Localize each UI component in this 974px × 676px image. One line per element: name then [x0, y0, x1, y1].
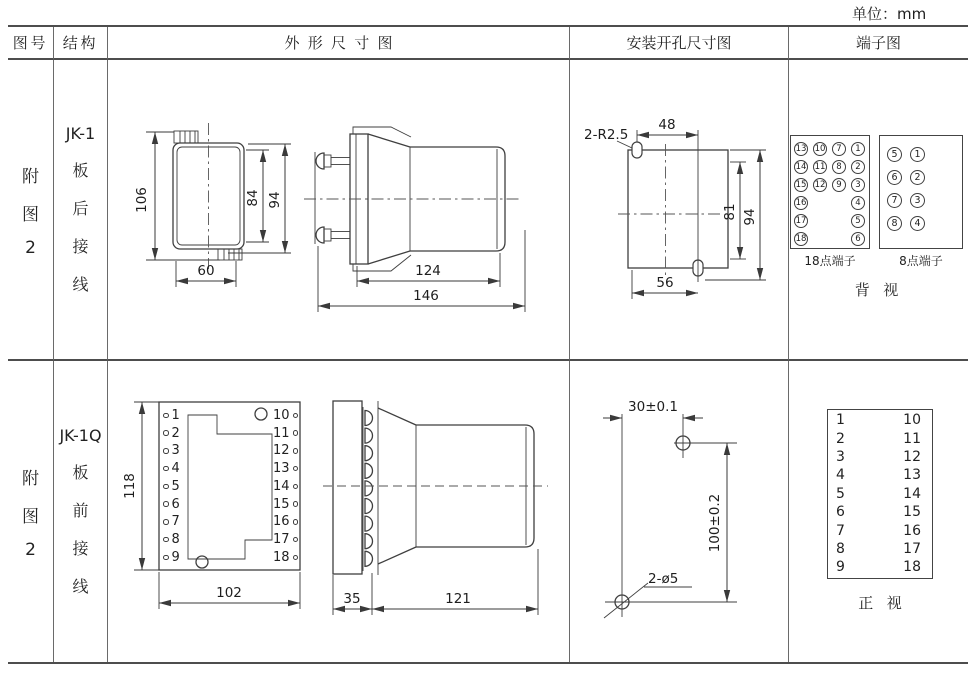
jk1q-mounting-holes: [570, 361, 789, 662]
terminal-circle: 8: [832, 160, 846, 174]
terminal-number: 17: [903, 540, 921, 557]
jk1-side-view: [304, 127, 525, 312]
terminal-row: [163, 531, 180, 549]
terminal-row: [260, 478, 298, 496]
structure-char: 前: [72, 501, 89, 520]
t18-col-7-9: [832, 142, 846, 192]
terminal-number: 10: [903, 412, 921, 429]
header-figure-no: 图号: [8, 27, 54, 60]
terminal-hole-icon: [293, 430, 299, 436]
slots-label: 2-R2.5: [584, 127, 629, 143]
terminal-number: 4: [171, 461, 180, 477]
terminal-number: 10: [272, 407, 290, 423]
terminal-circle: 17: [795, 216, 807, 226]
terminal-hole-icon: [163, 466, 169, 472]
row1-figure-no: [8, 60, 54, 361]
terminal-number: 1: [171, 407, 180, 423]
terminal-number: 12: [903, 448, 921, 465]
terminal-row: [260, 442, 298, 460]
terminal-number: 2: [171, 425, 180, 441]
terminal-row: [260, 513, 298, 531]
terminal-number: 8: [836, 540, 845, 557]
dim-hole-spacing-h: 30±0.1: [628, 399, 678, 415]
terminal-circle: 4: [910, 216, 925, 231]
terminal-row: [163, 407, 180, 425]
terminal-circle: 5: [851, 214, 865, 228]
terminal-number: 11: [903, 430, 921, 447]
terminal-circle: 2: [851, 160, 865, 174]
terminal-row: [260, 495, 298, 513]
terminal-number: 6: [171, 496, 180, 512]
terminal-hole-icon: [163, 484, 169, 490]
terminal-number: 4: [836, 467, 845, 484]
terminal-number: 16: [903, 522, 921, 539]
terminal-number: 1: [836, 412, 845, 429]
row2-terminal-diagram: [789, 361, 968, 662]
dim-panel-depth: 35: [343, 591, 361, 607]
terminal-hole-icon: [163, 448, 169, 454]
dim-bottom-width: 56: [656, 275, 674, 291]
terminal-row: [163, 549, 180, 567]
terminal-number: 13: [272, 461, 290, 477]
terminal-row: [163, 513, 180, 531]
terminal-number: 12: [272, 443, 290, 459]
structure-char: 板: [72, 161, 89, 180]
terminal-row: [163, 424, 180, 442]
row1-outline-drawing: [108, 60, 570, 361]
terminal-circle: 7: [887, 193, 902, 208]
terminal-hole-icon: [293, 519, 299, 525]
terminal-circle: 5: [887, 147, 902, 162]
terminal-circle: 6: [887, 170, 902, 185]
front-view-label: 正视: [858, 594, 916, 612]
front-box-right-col: [903, 411, 921, 577]
structure-char: 线: [72, 275, 89, 294]
figure-char: 图: [22, 506, 39, 527]
terminal-circle: 13: [795, 144, 807, 154]
terminal-number: 18: [272, 549, 290, 565]
figure-char: 图: [22, 204, 39, 225]
row1-terminal-diagram: [789, 60, 968, 361]
terminal-number: 15: [903, 504, 921, 521]
row1-structure: [54, 60, 108, 361]
terminal-row: [260, 424, 298, 442]
structure-char: JK-1: [65, 124, 96, 143]
header-outline-dims: 外形尺寸图: [108, 27, 570, 60]
terminal-row: [260, 549, 298, 567]
terminal-number: 5: [836, 485, 845, 502]
t18-col-13-18: [794, 142, 808, 246]
terminal-number: 13: [903, 467, 921, 484]
terminal-number: 15: [272, 496, 290, 512]
structure-char: 接: [72, 539, 89, 558]
row2-structure: [54, 361, 108, 662]
dim-body-depth: 121: [445, 591, 471, 607]
terminal-circle: 6: [851, 232, 865, 246]
terminal-circle: 15: [795, 180, 807, 190]
figure-char: 附: [22, 166, 39, 187]
dim-window-height: 84: [245, 189, 261, 207]
jk1-mounting-cutout: [570, 60, 789, 361]
t8-caption: 8点端子: [899, 254, 943, 268]
dim-hole-spacing-v: 100±0.2: [707, 493, 723, 553]
dim-case-height: 106: [134, 187, 150, 213]
terminal-number: 14: [272, 478, 290, 494]
header-terminal-diagram: 端子图: [789, 27, 968, 60]
dim-case-width: 60: [197, 263, 215, 279]
structure-char: 线: [72, 577, 89, 596]
terminal-hole-icon: [163, 501, 169, 507]
terminal-row: [260, 460, 298, 478]
terminal-number: 17: [272, 532, 290, 548]
terminal-row: [260, 407, 298, 425]
front-right-terminals: [260, 407, 298, 567]
dim-panel-width: 102: [216, 585, 242, 601]
terminal-hole-icon: [163, 537, 169, 543]
dim-cutout-height: 81: [722, 203, 738, 221]
row2-mounting-drawing: [570, 361, 789, 662]
terminal-hole-icon: [163, 555, 169, 561]
terminal-circle: 11: [814, 162, 826, 172]
terminal-number: 14: [903, 485, 921, 502]
t18-col-10-12: [813, 142, 827, 192]
terminal-hole-icon: [293, 484, 299, 490]
holes-label: 2-ø5: [648, 571, 679, 587]
dim-flange-height: 94: [267, 191, 283, 209]
terminal-hole-icon: [163, 519, 169, 525]
terminal-row: [163, 442, 180, 460]
figure-char: 2: [25, 237, 36, 258]
terminal-hole-icon: [163, 413, 169, 419]
t18-caption: 18点端子: [804, 254, 856, 268]
dim-body-depth: 124: [415, 263, 441, 279]
dim-overall-height: 94: [742, 208, 758, 226]
terminal-number: 9: [836, 559, 845, 576]
figure-char: 2: [25, 539, 36, 560]
rear-view-label: 背视: [854, 281, 912, 299]
structure-char: JK-1Q: [59, 426, 102, 445]
terminal-number: 3: [171, 443, 180, 459]
structure-char: 后: [72, 199, 89, 218]
terminal-circle: 3: [851, 178, 865, 192]
terminal-number: 18: [903, 559, 921, 576]
terminal-circle: 8: [887, 216, 902, 231]
jk1q-side-view: [323, 401, 548, 615]
t18-col-1-6: [851, 142, 865, 246]
header-structure: 结构: [54, 27, 108, 60]
terminal-circle: 16: [795, 198, 807, 208]
unit-label: 单位：mm: [852, 5, 927, 23]
terminal-circle: 2: [910, 170, 925, 185]
dim-slot-spacing: 48: [658, 117, 676, 133]
header-mounting-dims: 安装开孔尺寸图: [570, 27, 789, 60]
row2-outline-drawing: [108, 361, 570, 662]
terminal-number: 9: [171, 549, 180, 565]
terminal-circle: 12: [814, 180, 826, 190]
row2-figure-no: [8, 361, 54, 662]
dimension-table: [8, 25, 968, 664]
terminal-hole-icon: [293, 537, 299, 543]
terminal-circle: 4: [851, 196, 865, 210]
t8-col-5-8: [887, 147, 902, 231]
terminal-hole-icon: [293, 501, 299, 507]
terminal-circle: 7: [832, 142, 846, 156]
terminal-circle: 10: [814, 144, 826, 154]
terminal-box-8pt: [879, 135, 963, 249]
terminal-number: 2: [836, 430, 845, 447]
front-box-left-col: [836, 411, 845, 577]
row1-mounting-drawing: [570, 60, 789, 361]
terminal-row: [163, 460, 180, 478]
terminal-number: 7: [836, 522, 845, 539]
terminal-number: 6: [836, 504, 845, 521]
structure-char: 接: [72, 237, 89, 256]
dim-panel-height: 118: [122, 473, 138, 499]
terminal-number: 5: [171, 478, 180, 494]
terminal-number: 11: [272, 425, 290, 441]
jk1-front-view: [134, 123, 291, 287]
terminal-circle: 3: [910, 193, 925, 208]
terminal-box-front: [827, 409, 933, 579]
terminal-number: 16: [272, 514, 290, 530]
dim-total-depth: 146: [413, 288, 439, 304]
terminal-hole-icon: [293, 448, 299, 454]
terminal-box-18pt: [790, 135, 870, 249]
terminal-number: 7: [171, 514, 180, 530]
terminal-number: 3: [836, 448, 845, 465]
terminal-circle: 18: [795, 234, 807, 244]
structure-char: 板: [72, 463, 89, 482]
terminal-hole-icon: [293, 466, 299, 472]
jk1-outline-views: [108, 60, 570, 361]
t8-col-1-4: [910, 147, 925, 231]
terminal-row: [163, 478, 180, 496]
terminal-circle: 14: [795, 162, 807, 172]
terminal-row: [260, 531, 298, 549]
terminal-circle: 1: [910, 147, 925, 162]
terminal-hole-icon: [293, 555, 299, 561]
front-left-terminals: [163, 407, 180, 567]
terminal-circle: 9: [832, 178, 846, 192]
figure-char: 附: [22, 468, 39, 489]
terminal-circle: 1: [851, 142, 865, 156]
terminal-number: 8: [171, 532, 180, 548]
terminal-hole-icon: [163, 430, 169, 436]
terminal-hole-icon: [293, 413, 299, 419]
terminal-row: [163, 495, 180, 513]
